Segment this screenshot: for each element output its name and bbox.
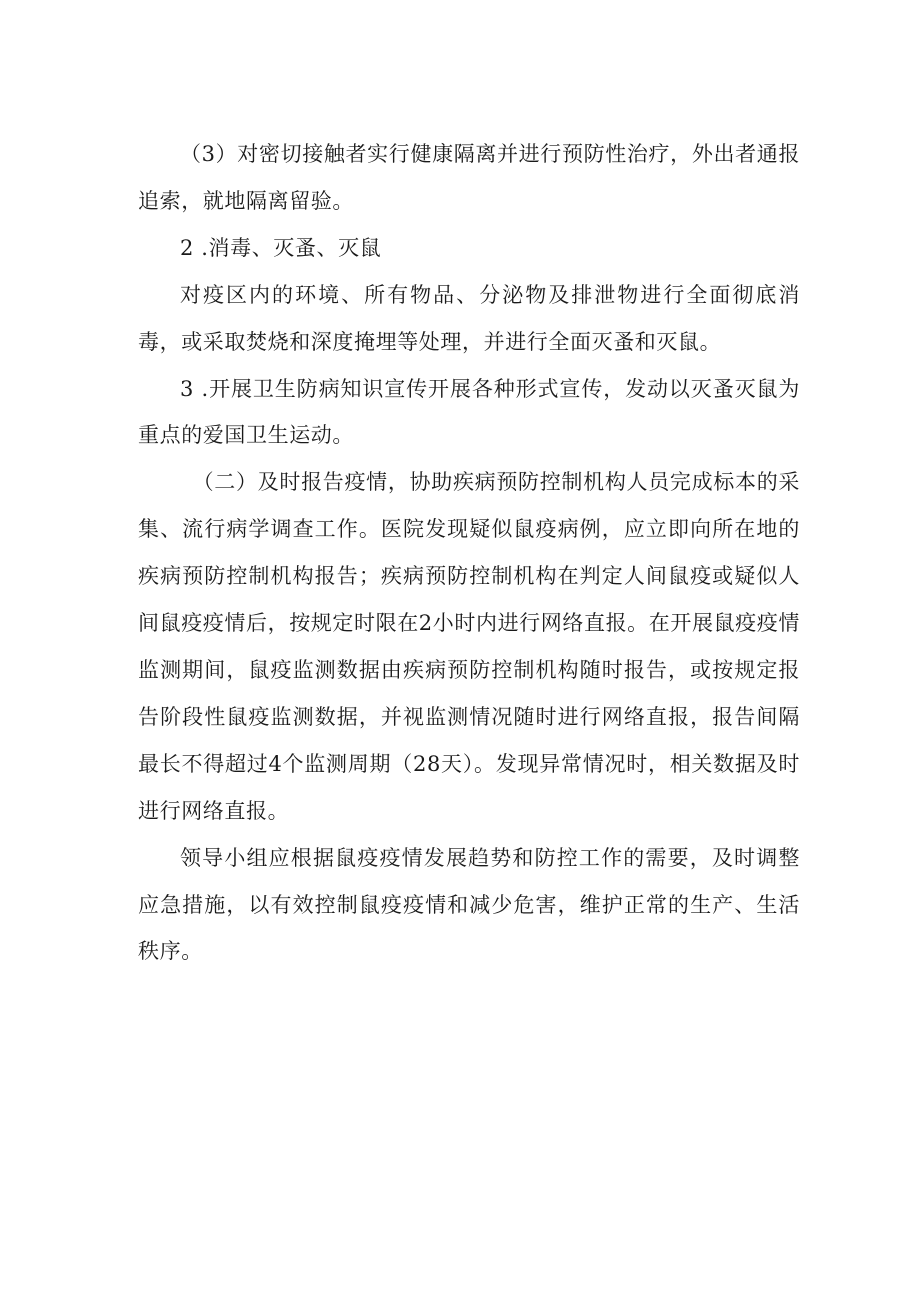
paragraph-isolation: （3）对密切接触者实行健康隔离并进行预防性治疗，外出者通报追索，就地隔离留验。 <box>138 142 800 213</box>
paragraph-disinfection: 对疫区内的环境、所有物品、分泌物及排泄物进行全面彻底消毒，或采取焚烧和深度掩埋等处理，并进行全面灭蚤和灭鼠。 <box>138 282 800 354</box>
document-body <box>138 131 800 975</box>
paragraph-health-education: 3 .开展卫生防病知识宣传开展各种形式宣传，发动以灭蚤灭鼠为重点的爱国卫生运动。 <box>138 376 800 448</box>
paragraph-leadership: 领导小组应根据鼠疫疫情发展趋势和防控工作的需要，及时调整应急措施，以有效控制鼠疫疫情和减少危害，维护正常的生产、生活秩序。 <box>138 845 800 964</box>
heading-disinfection: 2 .消毒、灭蚤、灭鼠 <box>180 235 382 260</box>
paragraph-reporting: （二）及时报告疫情，协助疾病预防控制机构人员完成标本的采集、流行病学调查工作。医院发现疑似鼠疫病例，应立即向所在地的疾病预防控制机构报告；疾病预防控制机构在判定人间鼠疫或疑似人间鼠疫疫情后，按规定时限在2小时内进行网络直报。在开展鼠疫疫情监测期间，鼠疫监测数据由疾病预防控制机构随时报告，或按规定报告阶段性鼠疫监测数据，并视监测情况随时进行网络直报，报告间隔最长不得超过4个监测周期（28天）。发现异常情况时，相关数据及时进行网络直报。 <box>138 470 800 823</box>
